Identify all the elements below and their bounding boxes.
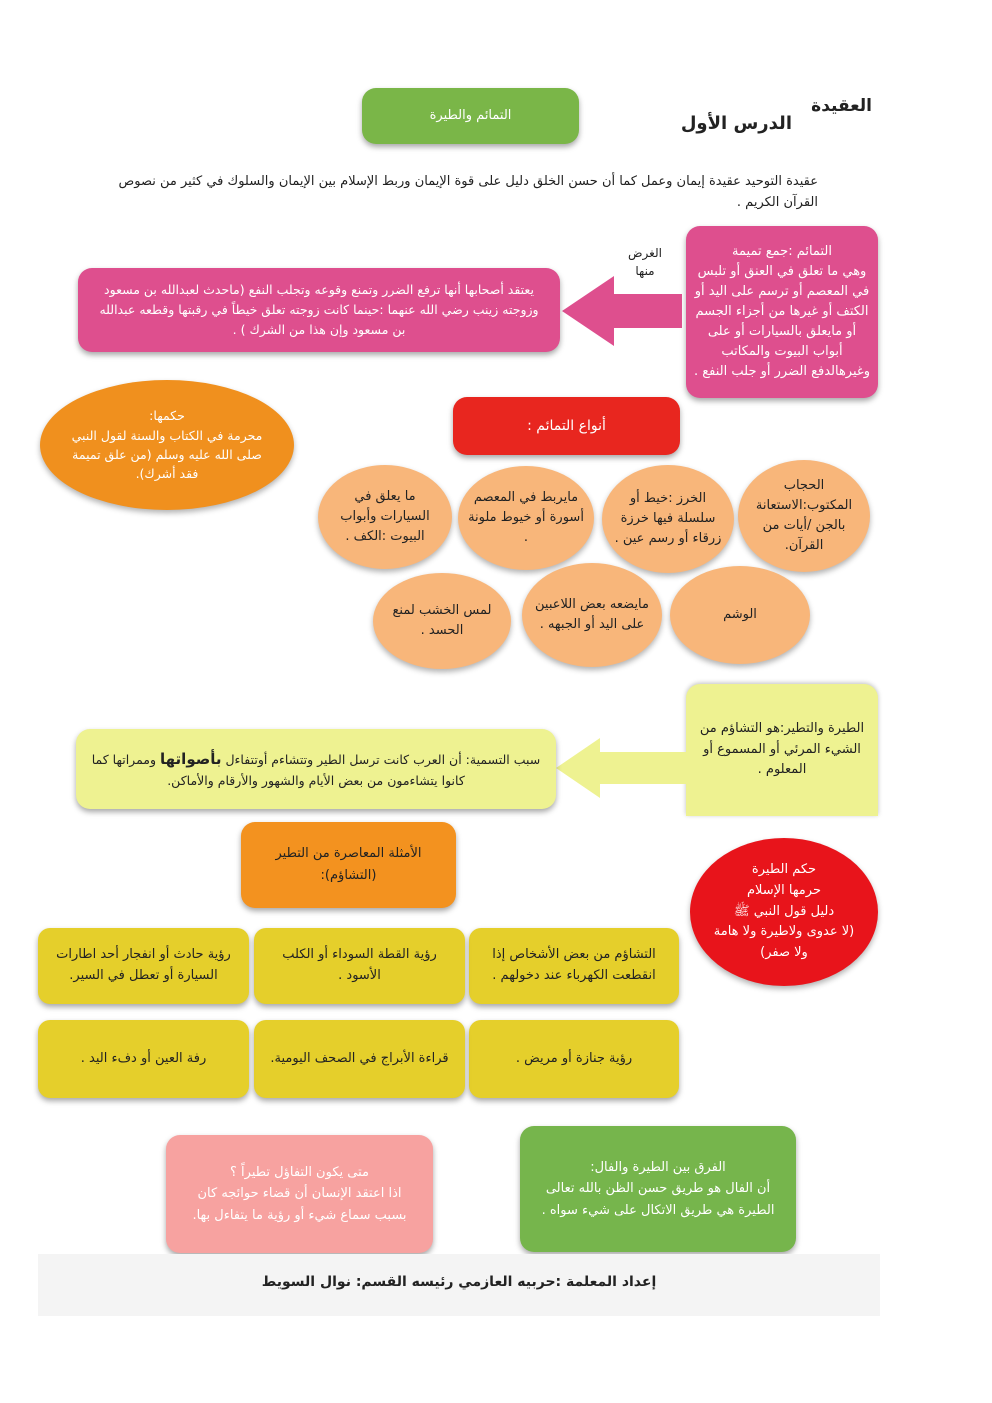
examples-title-box: الأمثلة المعاصرة من التطير (التشاؤم): [241,822,456,908]
tamaim-types-title-box [453,397,680,455]
type-wrist-oval: مايربط في المعصم أسورة أو خيوط ملونة . [458,466,594,570]
example-box: رؤية القطة السوداء أو الكلب الأسود . [254,928,465,1004]
type-tattoo-oval: الوشم [670,566,810,664]
credits: إعداد المعلمة :حربيه العازمي رئيسه القسم: نوال السويط [261,1274,657,1290]
optimism-box: متى يكون التفاؤل تطيراً ؟ اذا اعتقد الإنسان أن قضاء حوائجه كان بسبب سماع شيء أو رؤية ما يتفاءل بها. [166,1135,433,1253]
naming-reason-text: سبب التسمية: أن العرب كانت ترسل الطير وتتشاءم أوتتفاءل بأصواتها وممراتها كما كانوا يتشاءمون من بعض الأيام والشهور والأرقام والأماكن. [91,750,541,788]
type-hanging-oval: ما يعلق في السيارات وأبواب البيوت :الكف . [318,465,452,569]
subject-heading: العقيدة [811,96,872,116]
type-kharz-oval: الخرز :خيط أو سلسلة فيها خرزة زرقاء أو رسم عين . [602,465,734,573]
belief-box: يعتقد أصحابها أنها ترفع الضرر وتمنع وقوعه وتجلب النفع (ماحدث لعبدالله بن مسعود وزوجته زينب رضي الله عنهما :حينما كانت زوجته تعلق خيطاً في رقبتها وقطعه عبدالله بن مسعود وإن هذا من الشرك ) . [78,268,560,352]
purpose-label: الغرض منها [628,246,662,278]
arrow-left-icon [562,276,682,346]
tiyara-ruling-oval: حكم الطيرة حرمها الإسلام دليل قول النبي ﷺ (لا عدوى ولاطيرة ولا هامة ولا صفر) [690,838,878,986]
type-players-oval: مايضعه بعض اللاعبين على اليد أو الجبهه . [522,563,662,667]
arrow-left-icon [556,738,690,798]
lesson-title: التمائم والطيرة [429,107,512,123]
example-box: رؤية حادث أو انفجار أحد اطارات السيارة أو تعطل في السير. [38,928,249,1004]
tamaim-types-title: أنواع التمائم : [527,418,606,434]
example-box: رؤية جنازة أو مريض . [469,1020,679,1098]
difference-box: الفرق بين الطيرة والفال: أن الفال هو طريق حسن الظن بالله تعالى الطيرة هي طريق الاتكال على شيء سواه . [520,1126,796,1252]
lesson-title-box [362,88,579,144]
type-wood-oval: لمس الخشب لمنع الحسد . [373,573,511,669]
tamaim-definition-box: التمائم :جمع تميمة وهي ما تعلق في العنق أو تلبس في المعصم أو ترسم على اليد أو الكتف أو غيرها من أجزاء الجسم أو مايعلق بالسيارات أو على أبواب البيوت والمكاتب وغيرهالدفع الضرر أو جلب النفع . [686,226,878,398]
tiyara-definition-box: الطيرة والتطير:هو التشاؤم من الشيء المرئي أو المسموع أو المعلوم . [686,684,878,816]
type-hijab-oval: الحجاب المكتوب:الاستعانة بالجن /أيات من القرآن. [738,460,870,572]
naming-reason-box [76,729,556,809]
tamaim-ruling-oval: حكمها: محرمة في الكتاب والسنة لقول النبي صلى الله عليه وسلم (من علق تميمة فقد أشرك). [40,380,294,510]
naming-emphasis: بأصواتها [160,750,222,768]
example-box: التشاؤم من بعض الأشخاص إذا انقطعت الكهرباء عند دخولهم . [469,928,679,1004]
example-box: رفة العين أو دفء اليد . [38,1020,249,1098]
intro-paragraph: عقيدة التوحيد عقيدة إيمان وعمل كما أن حسن الخلق دليل على قوة الإيمان وربط الإسلام بين الإيمان والسلوك في كثير من نصوص القرآن الكريم . [118,174,818,210]
lesson-heading: الدرس الأول [680,113,792,134]
example-box: قراءة الأبراج في الصحف اليومية. [254,1020,465,1098]
